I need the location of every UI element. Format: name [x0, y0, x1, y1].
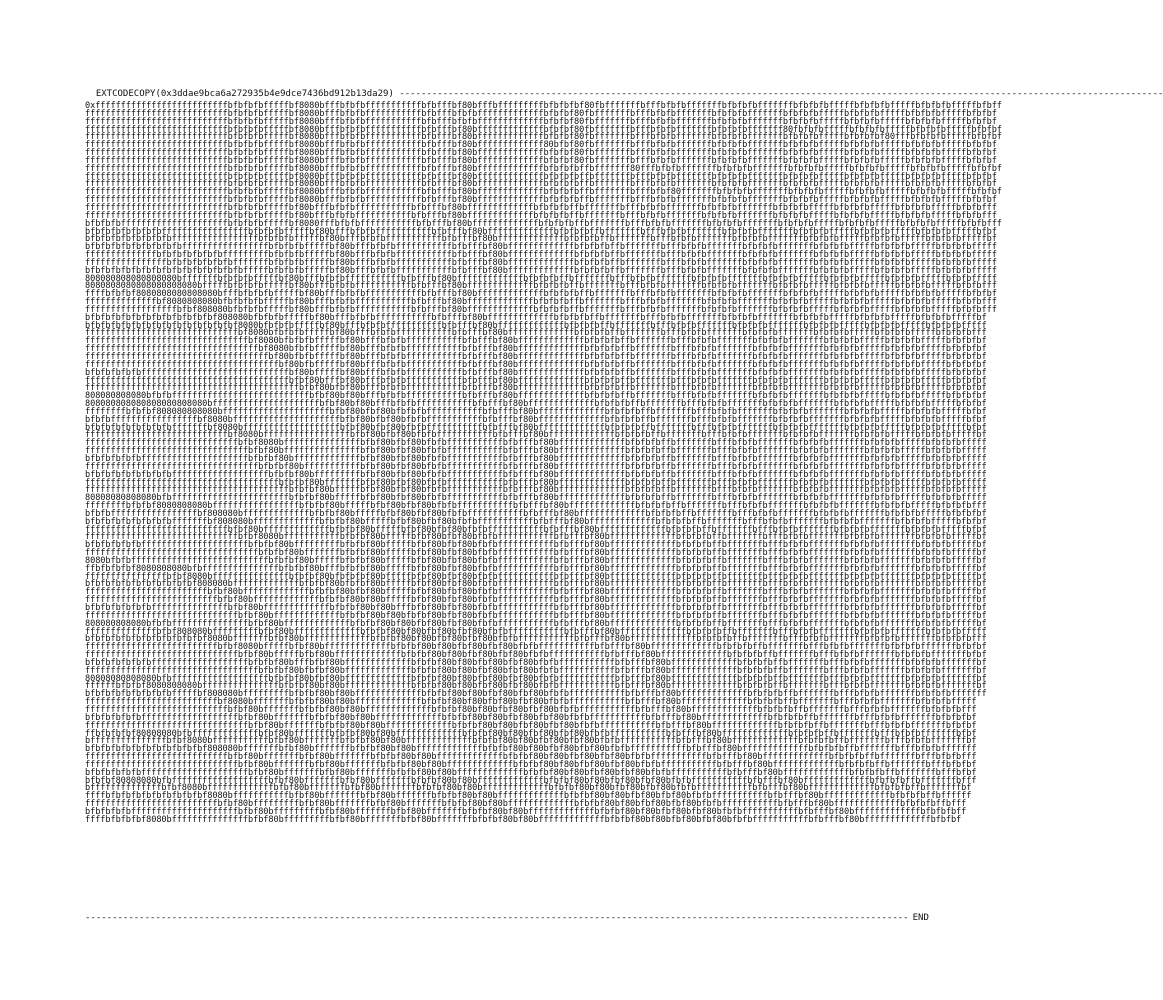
hex-line: 8080bfbfbfffffffffffffffffffffffffffbfbfbf80bfffffbfbfbf80bfffffbfbf80bfbf80bfbfbfffffffffffbfbfffbf80bfffffffffffffbfbfbfbffbfffffffbfffbfbfbfffffffbfbfbfbfffffffbfbfbfbfffffbf: [85, 555, 987, 566]
hex-line: ffffffffffffffffffffffffffffffbfbf80bfffffffffffffbfbfbf80bf80bfbfbf80bfbf80bfbfbfffffffffffbfbfffbf80bfffffffffffffbfbfbfbffbfffffffbfffbfbfbfffffffbfbfbfbfffffffbfbfbfbfffffbf: [85, 610, 987, 621]
hex-line: bfbfbfbfbfbfbfbfbfffffffbf808080bfffffffffffffbfbfbf80bfffffbfbf80bfbf80bfbfbfffffffffffbfbfffbf80bfffffffffffffbfbfbfbffbfffffffbfffbfbfbfffffffbfbfbfbfffffffbfbfbfbfffffbfbfbf: [85, 516, 987, 527]
hex-line: 80808080808080bfbfffffffffffffffffffffffbfbfbf80bfffffbfbf80bfbf80bfbfbfffffffffffbfbfffbf80bfffffffffffffbfbfbfbffbfffffffbfffbfbfbfffffffbfbfbfbfffffffbfbfbfbfffffbfbfbfbfffff: [85, 493, 987, 504]
hex-line: ffffffffffffffffffffffffffffbfbfbfbfffffbf8080bfffbfbfbfffffffffffbfbfffbf80bfffffffffffffbfbfbf80fbfffffffbfffbfbfbfffffffbfbfbfbfffffffbfbfbfbfffffbfbfbfbfffffbfbfbfbfffffbfbfbf: [85, 148, 997, 159]
hex-line: 80808080808080bfbfffffffffffffffffffbfbfbf80bfbf80bfffffffffffffbfbfbf80bf80bfbf80bfbf80bfbfbfffffffffffbfbfffbf80bfffffffffffffbfbfbfbffbfffffffbfffbfbfbfffffffbfbfbfbfffffffbf: [85, 673, 987, 684]
hex-line: ffffffffffffffbf8080808080bfbfbfbfbfffffbf80bfffbfbfbfffffffffffbfbfffbf80bfffffffffffffbfbfbfbffbfffffffbfffbfbfbfffffffbfbfbfbfffffffbfbfbfbfffffbfbfbfbfffffbfbfbfbfffffbfbfbfff: [85, 297, 997, 308]
hex-line: bfbfbfbfbfbfffffffffffffffffffffbfbfbf80bfffffffffffffbfbf80bfbf80bfbfbfffffffffffbfbfffbf80bfffffffffffffbfbfbfbffbfffffffbfffbfbfbfffffffbfbfbfbfffffffbfbfbfbfffffbfbfbfbfffff: [85, 453, 987, 464]
hex-line: bfbfbfbfbfbfbfbfbfbfbf808080bfffffffffffffbfbfbf80bfbfbf80bfffffbfbf80bfbf80bfbfbfffffffffffbfbfffbf80bfffffffffffffbfbfbfbffbfffffffbfffbfbfbfffffffbfbfbfbfffffffbfbfbfbfffffbf: [85, 579, 987, 590]
hex-line: ffffffffffffffffffffffffffffbfbfbfbfffffbf8080bfffbfbfbfffffffffffbfbfffbf80bfffffffffffffbfbfbf80fbfffffffbfffbfbfbfffffffbfbfbfbfffffff80fbfbfbfffffbfbfbfbfffffbfbfbfbfffffbfbfbf: [85, 124, 1002, 135]
hex-line: ffffffffffffffffffbfbf808080bfbfbfbfffffbf80bfffbfbfbfffffffffffbfbfffbf80bfffffffffffffbfbfbfbffbfffffffbfffbfbfbfffffffbfbfbfbfffffffbfbfbfbfffffbfbfbfbfffffbfbfbfbfffffbfbfbfff: [85, 304, 997, 315]
hex-line: ffffbfbfbfbf8080bfffffffffffffffbfbf80bfffffffffbfbf80bfffffffbfbf80bfffffffbfbfbf80bf80bfffffffffffffbfbfbf80bf80bfbf80bfbf80bfbfbfffffffffffbfbfffbf80bfffffffffffffbfbfbf: [85, 814, 962, 825]
hex-line: ffffffffffffffffbfbfbfbfbfbfbfffffffbfbfbfbfffffbf80bfffbfbfbfffffffffffbfbfffbf80bfffffffffffffbfbfbfbffbfffffffbfffbfbfbfffffffbfbfbfbfffffffbfbfbfbfffffbfbfbfbfffffbfbfbfbfffff: [85, 257, 997, 268]
hex-line: ffffffffffffffffffffffffffffffbfbf80bfffffffbfbf80bfffffffbfbfbf80bf80bfffffffffffffbfbfbf80bf80bfbf80bfbf80bfbfbfffffffffffbfbfffbf80bfffffffffffffbfbfbfbffbfffffffbfffbfbfbf: [85, 759, 977, 770]
hex-line: ffffffffffffffffffffffffffffffffffbfbfbf80bfbfbf80bfffffffffffffbfbfbf80bf80bfbf80bfbf80bfbfbfffffffffffbfbfffbf80bfffffffffffffbfbfbfbffbfffffffbfffbfbfbfffffffbfbfbfbfffffffbf: [85, 665, 987, 676]
hex-line: bfbfbfffffffffffffffffbf808080bfffffffffffffbfbfbf80bfffffbfbf80bfbf80bfbfbfffffffffffbfbfffbf80bfffffffffffffbfbfbfbffbfffffffbfffbfbfbfffffffbfbfbfbfffffffbfbfbfbfffffbfbfbfbf: [85, 508, 987, 519]
hex-line: bfbfbfbfbfbfffffffffffffffffffbfbf80bfffffffbfbfbf80bf80bfffffffffffffbfbfbf80bf80bfbf80bfbf80bfbfbfffffffffffbfbfffbf80bfffffffffffffbfbfbfbffbfffffffbfffbfbfbfffffffbfbfbfbf: [85, 712, 977, 723]
hex-line: ffffffffffffffffffffffffbfbf80bfffffffffffffbfbfbf80bfbf80bfffffbfbf80bfbf80bfbfbfffffffffffbfbfffbf80bfffffffffffffbfbfbfbffbfffffffbfffbfbfbfffffffbfbfbfbfffffffbfbfbfbfffffbf: [85, 587, 987, 598]
hex-line: ffffffffffffffffbfbf8080bfffffffffffffffbfbfbf80bfbfbfbf80bfffffbfbf80bfbf80bfbfbfffffffffffbfbfffbf80bfffffffffffffbfbfbfbffbfffffffbfffbfbfbfffffffbfbfbfbfffffffbfbfbfbfffffbf: [85, 571, 987, 582]
hex-line: ffffffffffffffffffffffffffffbfbfbfbfffffbf8080bfffbfbfbfffffffffffbfbfffbf80bfffffffffffffbfbfbfbffbfffffffbfffbfbfbfffffffbfbfbfbfffffffbfbfbfbfffffbfbfbfbfffffbfbfbfbfffffbfbfbf: [85, 179, 997, 190]
hex-line: bfbfbfbfbfbfbfffffffffffffffbfbf80bfffffffffffffbfbfbf80bf80bfffbfbf80bfbf80bfbfbfffffffffffbfbfffbf80bfffffffffffffbfbfbfbffbfffffffbfffbfbfbfffffffbfbfbfbfffffffbfbfbfbfffffbf: [85, 603, 987, 613]
hex-line: bfbfbf80808080bfbfffffffffffffffffffbfbf80bfffffffbfbf80bfffffffbfbfbf80bf80bfffffffffffffbfbfbf80bf80bfbf80bfbf80bfbfbfffffffffffbfbfffbf80bfffffffffffffbfbfbfbffbfffffffbfff: [85, 775, 977, 786]
hex-line: ffffffffffffffffffffffffffffbfbf80bfffffffbfbf80bfffffffbfbfbf80bf80bfffffffffffffbfbfbf80bf80bfbf80bfbf80bfbfbfffffffffffbfbfffbf80bfffffffffffffbfbfbfbffbfffffffbfffbfbfbfff: [85, 752, 977, 763]
hex-line: bfbfbfbfffffffffffffffffffffbfbfbfbfffffbf8080fffbfbfbfffffffffffbfbfffbf80bfffffffffffffbfbfbfbffbfffffffbfffbfbfbfffffffbfbfbfbfffffffbfbfbfbfffffbfbfbfbfffffbfbfbfbfffffbfbfbfff: [85, 218, 1002, 229]
hex-line: bfbfbfbfbfbfbfbfbfbfbfbf8080bfffffffbfbf80bfffffffffffffbfbfbf80bf80bfbf80bfbf80bfbfbfffffffffffbfbfffbf80bfffffffffffffbfbfbfbffbfffffffbfffbfbfbfffffffbfbfbfbfffffffbfbfbfbfff: [85, 634, 987, 645]
hex-line: ffffffffffffffffffffffffffffbfbfbfbfffffbf8080bfffbfbfbfffffffffffbfbfffbfbfbfffffffffffffbfbfbf80fbfffffffbfffbfbfbfffffffbfbfbfbfffffffbfbfbfbfffffbfbfbfbfffffbfbfbfbfffffbfbfbf: [85, 108, 997, 119]
hex-line: ffffffffffffffffffffffffffffffbf8080bfbfbfbfffffbf80bfffbfbfbfffffffffffbfbfffbf80bfffffffffffffbfbfbfbffbfffffffbfffbfbfbfffffffbfbfbfbfffffffbfbfbfbfffffbfbfbfbfffffbfbfbfbfff: [85, 328, 987, 339]
hex-line: bfbfbfbfbfbfbfbfffffffffffffffffbfbfbfbfffffbf80bfffbfbfbfffffffffffbfbfffbf80bfffffffffffffbfbfbfbffbfffffffbfffbfbfbfffffffbfbfbfbfffffffbfbfbfbfffffbfbfbfbfffffbfbfbfbfffffbfbf: [85, 226, 997, 237]
hex-line: ffffffffffffffffffffffffffffffbfbf8080bfffffffffffffffbfbf80bfbf80bfbfbfffffffffffbfbfffbf80bfffffffffffffbfbfbfbffbfffffffbfffbfbfbfffffffbfbfbfbfffffffbfbfbfbfffffbfbfbfbfffff: [85, 438, 987, 449]
hex-line: ffffffbfbfbf8080808080bfffffffffffffffbfbfbf80bf80bfffffffffffffbfbfbf80bf80bfbf80bfbf80bfbfbfffffffffffbfbfffbf80bfffffffffffffbfbfbfbffbfffffffbfffbfbfbfffffffbfbfbfbfffffffbf: [85, 681, 987, 692]
opcode-title: EXTCODECOPY(0x3ddae9bca6a272935b4e9dce7436bd912b13da29): [95, 89, 394, 99]
hex-line: ffffffffffffffffffffffffffbfbf80bfffffffffffffbfbfbf80bf80bfffffbfbf80bfbf80bfbfbfffffffffffbfbfffbf80bfffffffffffffbfbfbfbffbfffffffbfffbfbfbfffffffbfbfbfbfffffffbfbfbfbfffffbf: [85, 595, 987, 606]
hex-line: ffffffffffffffffffffffffffffffffffffbf80bfbfbfffffbf80bfffbfbfbfffffffffffbfbfffbf80bfffffffffffffbfbfbfbffbfffffffbfffbfbfbfffffffbfbfbfbfffffffbfbfbfbfffffbfbfbfbfffffbfbfbfbf: [85, 352, 987, 362]
hex-line: ffffffffffffffffffffffffffffbfbfbfbfffffbf8080bfffbfbfbfffffffffffbfbfffbfbfbfffffffffffffbfbfbf80fbfffffffbfffbfbfbfffffffbfbfbfbfffffffbfbfbfbfffffbfbfbfbfffffbfbfbfbfffffbfbfbf: [85, 116, 997, 127]
hex-line: 808080808080808080808080bfffffffffffffffffffffbfbf80bf80bfffbfbfbfffffffffffbfbfffbf80bfffffffffffffbfbfbfbffbfffffffbfffbfbfbfffffffbfbfbfbfffffffbfbfbfbfffffbfbfbfbfffffbfbfbf: [85, 399, 987, 410]
hex-line: ffffffffffffffffffffffffffffffffffffffffffbfbf80bfbf80bfffbfbfbfffffffffffbfbfffbf80bfffffffffffffbfbfbfbffbfffffffbfffbfbfbfffffffbfbfbfbfffffffbfbfbfbfffffbfbfbfbfffffbfbfbfbf: [85, 383, 987, 394]
hex-line: ffffffffffffffffffffffffffffbfbfbfbfffffbf8080bfffbfbfbfffffffffffbfbfffbf80bfffffffffffffbfbfbfbffbfffffff80fffbfbfbfffffffbfbfbfbfffffffbfbfbfbfffffbfbfbfbfffffbfbfbfbfffffbfbfbf: [85, 163, 1002, 174]
hex-line: ffffbfbfbfbfbfbfbfbfbfbf8080bfffffffffffbfbf80bfffffffbfbf80bfffffffbfbfbf80bf80bfffffffffffffbfbfbf80bf80bfbf80bfbf80bfbfbfffffffffffbfbfffbf80bfffffffffffffbfbfbfbffbffffff: [85, 791, 972, 802]
hex-line: ffffffffffffffffffffffffffffffffffffffffbfbf80bfffbf80bfffbfbfbfffffffffffbfbfffbf80bfffffffffffffbfbfbfbffbfffffffbfffbfbfbfffffffbfbfbfbfffffffbfbfbfbfffffbfbfbfbfffffbfbfbfbf: [85, 375, 987, 386]
hex-line: ffffbfbfbf8080808080808080bfffbfbfbfbfffffbf80bfffbfbfbfffffffffffbfbfffbf80bfffffffffffffbfbfbfbffbfffffffbfffbfbfbfffffffbfbfbfbfffffffbfbfbfbfffffbfbfbfbfffffbfbfbfbfffffbfbfbf: [85, 289, 997, 300]
hex-line: 8080808080808080808080bfffffbfbfbfbfffffbf80bfffbfbfbfffffffffffbfbfffbf80bfffffffffffffbfbfbfbffbfffffffbfffbfbfbfffffffbfbfbfbfffffffbfbfbfbfffffbfbfbfbfffffbfbfbfbfffffbfbfbfff: [85, 281, 997, 292]
hex-line: bfbfbfbfbfbfbfbfbfbfbfbfbf808080bfbfbfbfffffbf80bfffbfbfbfffffffffffbfbfffbf80bfffffffffffffbfbfbfbffbfffffffbfffbfbfbfffffffbfbfbfbfffffffbfbfbfbfffffbfbfbfbfffffbfbfbfbfffffbf: [85, 312, 987, 323]
hex-line: ffffffffffffffffffffffffffffbfbfbfbfffffbf8080bfffbfbfbfffffffffffbfbfffbf80bfffffffffffffbfbfbf80fbfffffffbfffbfbfbfffffffbfbfbfbfffffffbfbfbfbfffffbfbfbfbf80fffbfbfbfbfffffbfbfbf: [85, 132, 1002, 143]
hex-line: ffffffffffffffffffffffffffffbfbf80bfffffffffffffbfbfbf80bfffffbfbf80bfbf80bfbfbfffffffffffbfbfffbf80bfffffffffffffbfbfbfbffbfffffffbfffbfbfbfffffffbfbfbfbfffffffbfbfbfbfffffbfbf: [85, 524, 987, 535]
hex-line: bfffffffffffffffbfbf8080bfffffffffffbfbf80bfffffffbfbfbf80bf80bfffffffffffffbfbfbf80bf80bfbf80bfbf80bfbfbfffffffffffbfbfffbf80bfffffffffffffbfbfbfbffbfffffffbfffbfbfbfffffffbf: [85, 736, 977, 747]
hex-line: bfbfbfbfbfbfbfffffffffffffffffffbfbfbf80bfffbfbf80bfffffffffffffbfbfbf80bf80bfbf80bfbf80bfbfbfffffffffffbfbfffbf80bfffffffffffffbfbfbfbffbfffffffbfffbfbfbfffffffbfbfbfbfffffffbf: [85, 657, 987, 668]
hex-line: ffffffffffffffffffffffffffffbfbfbfbfffffbf80bfffbfbfbfffffffffffbfbfffbf80bfffffffffffffbfbfbfbffbfffffffbfffbfbfbfffffffbfbfbfbfffffffbfbfbfbfffffbfbfbfbfffffbfbfbfbfffffbfbfbfff: [85, 210, 997, 221]
hex-line: ffffffffffffffffffffffffffffbfbfbfbfffffbf8080bfffbfbfbfffffffffffbfbfffbf80bfffffffffffffbfbfbf80fbfffffffbfffbfbfbfffffffbfbfbfbfffffffbfbfbfbfffffbfbfbfbfffffbfbfbfbfffffbfbfbf: [85, 155, 997, 166]
hex-line: bfbfbfbfbfbfbfbfbfffffffffffffffffffbfbfbf80bfffffffffbfbf80bfbf80bfbfbfffffffffffbfbfffbf80bfffffffffffffbfbfbfbffbfffffffbfffbfbfbfffffffbfbfbfbfffffffbfbfbfbfffffbfbfbfbfffff: [85, 469, 987, 480]
hex-line: ffffffffffffffffffffffffffffbf8080bfffffffffffffffffbfbf80bfbf80bfbfbfffffffffffbfbfffbf80bfffffffffffffbfbfbfbffbfffffffbfffbfbfbfffffffbfbfbfbfffffffbfbfbfbfffffbfbfbfbfffffbf: [85, 430, 987, 441]
hex-line: ffffffffffffffffffffffffffffbfbfbfbfffffbf8080bfffbfbfbfffffffffffbfbfffbf80bfffffffffffffbfbfbfbffbfffffffbfffbfbfbfffffffbfbfbfbfffffffbfbfbfbfffffbfbfbfbfffffbfbfbfbfffffbfbfbf: [85, 171, 997, 182]
hex-line: 808080808080bfbfbfffffffffffffffffffffffffffbfbf80bf80bfffbfbfbfffffffffffbfbfffbf80bfffffffffffffbfbfbfbffbfffffffbfffbfbfbfffffffbfbfbfbfffffffbfbfbfbfffffbfbfbfbfffffbfbfbfbf: [85, 391, 987, 402]
bytecode-hex-dump: [85, 101, 1002, 895]
hex-line: ffffffffffffffffffffffffffffbfbfbfbfffffbf80bfffbfbfbfffffffffffbfbfffbf80bfffffffffffffbfbfbfbffbfffffffbfffbfbfbfffffffbfbfbfbfffffffbfbfbfbfffffbfbfbfbfffffbfbfbfbfffffbfbfbfff: [85, 202, 997, 213]
hex-line: bfbfbfbfbfbfffffffffffffffffffffffffffffbf80bfffffbf80bfffbfbfbfffffffffffbfbfffbf80bfffffffffffffbfbfbfbffbfffffffbfffbfbfbfffffffbfbfbfbfffffffbfbfbfbfffffbfbfbfbfffffbfbfbfbf: [85, 367, 987, 378]
hex-line: bffffffffffffffbfbf8080bfffffffffffffbfbf80bfffffffbfbf80bfffffffbfbfbf80bf80bfffffffffffffbfbfbf80bf80bfbf80bfbf80bfbfbfffffffffffbfbfffbf80bfffffffffffffbfbfbfbffbfffffffbf: [85, 783, 972, 794]
footer-divider: --------------------------------------------------------------------------------------------------------------------------------------------------------: [85, 913, 909, 923]
hex-line: ffffffffffffffffffffffffffffbfbfbfbfffffbf8080bfffbfbfbfffffffffffbfbfffbf80bfffffffffffff80bfbf80fbfffffffbfffbfbfbfffffffbfbfbfbfffffffbfbfbfbfffffbfbfbfbfffffbfbfbfbfffffbfbfbf: [85, 140, 997, 151]
hex-line: ffffffffffffffbfbf808080bfffffffffbfbf80bfffffffffffffbfbfbf80bf80bfbf80bfbf80bfbfbfffffffffffbfbfffbf80bfffffffffffffbfbfbfbffbfffffffbfffbfbfbfffffffbfbfbfbfffffffbfbfbfbfffff: [85, 626, 987, 637]
hex-line: bfbfbfbfbfbfffffffffffffffffffffbfbf80bfffffffbfbf80bfffffffbfbfbf80bf80bfffffffffffffbfbfbf80bf80bfbf80bfbf80bfbfbfffffffffffbfbfffbf80bfffffffffffffbfbfbfbffbfffffffbfffbfbf: [85, 767, 977, 778]
hex-line: ffffffffffffffffffffffffffffffbfbf80bfffffbfbf80bfffffffffffffbfbfbf80bf80bfbf80bfbf80bfbfbfffffffffffbfbfffbf80bfffffffffffffbfbfbfbffbfffffffbfffbfbfbfffffffbfbfbfbfffffffbfbf: [85, 650, 987, 661]
hex-line: ffffffffffffffffffffffffffffbfbfbfbfffffbf8080bfffbfbfbfffffffffffbfbfffbf80bfffffffffffffbfbfbfbffbfffffffbfffbfbfbfffffffbfbfbfbfffffffbfbfbfbfffffbfbfbfbfffffbfbfbfbfffffbfbfbf: [85, 195, 997, 206]
hex-line: ffbfbfbfbf8080808080bfbfffffffffffffffbfbfbf80bfffbfbfbf80bfffffbfbf80bfbf80bfbfbfffffffffffbfbfffbf80bfffffffffffffbfbfbfbffbfffffffbfffbfbfbfffffffbfbfbfbfffffffbfbfbfbfffffbf: [85, 563, 987, 574]
hex-line: bfbfbfbfbfbfbfbfbfbfbfbf808080bfffffffbfbf80bfffffffbfbfbf80bf80bfffffffffffffbfbfbf80bf80bfbf80bfbf80bfbfbfffffffffffbfbfffbf80bfffffffffffffbfbfbfbffbfffffffbfffbfbfbfffffff: [85, 744, 977, 755]
hex-line: ffffffffffffffffffffffffffbfbf80bfffffffffbfbf80bfffffffbfbf80bfffffffbfbfbf80bf80bfffffffffffffbfbfbf80bf80bfbf80bfbf80bfbfbfffffffffffbfbfffbf80bfffffffffffffbfbfbfbffbfff: [85, 799, 967, 810]
hex-line: ffffffffffffffffffffffffffffffffbf8080bfbfbfbfffffbf80bfffbfbfbfffffffffffbfbfffbf80bfffffffffffffbfbfbfbffbfffffffbfffbfbfbfffffffbfbfbfbfffffffbfbfbfbfffffbfbfbfbfffffbfbfbfbf: [85, 336, 987, 347]
hex-line: bfbfbfffffffffffffffffbf8080bfffffffffffffffffffffbfbf80bfbf80bfbfbfffffffffffbfbfffbf80bfffffffffffffbfbfbfbffbfffffffbfffbfbfbfffffffbfbfbfbfffffffbfbfbfbfffffbfbfbfbfffffbfbf: [85, 414, 987, 425]
header-line: [85, 76, 1163, 99]
header-divider: ---------------------------------------------------------------------------------------------------------------------------------------------: [393, 89, 1163, 99]
hex-line: ffffffffffffffffffffffffffffffffffffffbf80bfbfffffbf80bfffbfbfbfffffffffffbfbfffbf80bfffffffffffffbfbfbfbffbfffffffbfffbfbfbfffffffbfbfbfbfffffffbfbfbfbfffffbfbfbfbfffffbfbfbfbf: [85, 359, 987, 370]
hex-line: ffffffffffffffffffffffffffffbfbfbfbfffffbf8080bfffbfbfbfffffffffffbfbfffbf80bfffffffffffffbfbfbfbffbfffffffbfffbfbf80fffffffbfbfbfbfffffffbfbfbfbfffffbfbfbfbfffffbfbfbfbfffffbfbfbf: [85, 187, 1002, 198]
hex-line: ffffffffffffffffffffffffffbf8080bfffffffbfbfbf80bf80bfffffffffffffbfbfbf80bf80bfbf80bfbf80bfbfbfffffffffffbfbfffbf80bfffffffffffffbfbfbfbffbfffffffbfffbfbfbfffffffbfbfbfbfffff: [85, 697, 977, 708]
hex-line: ffffffffffffffffffffffffffffffffffffffbfbfbf80bfffffffbfbf80bfbf80bfbfbfffffffffffbfbfffbf80bfffffffffffffbfbfbfbffbfffffffbfffbfbfbfffffffbfbfbfbfffffffbfbfbfbfffffbfbfbfbfffff: [85, 477, 987, 488]
hex-line: ffffffffbfbfbf808080808080bfffffffffffffffffffffbfbf80bfbf80bfbfbfbfffffffffffbfbfffbf80bfffffffffffffbfbfbfbffbfffffffbfffbfbfbfffffffbfbfbfbfffffffbfbfbfbfffffbfbfbfbfffffbfbf: [85, 406, 987, 417]
hex-line: ffffffffffffffffffffffffffffffffffffffffbfbfbf80bfffffbfbf80bfbf80bfbfbfffffffffffbfbfffbf80bfffffffffffffbfbfbfbffbfffffffbfffbfbfbfffffffbfbfbfbfffffffbfbfbfbfffffbfbfbfbfffff: [85, 485, 987, 496]
hex-line: bfbfbfbfbfbfbfbfbfffffffbf8080bfffffffffffffffffffbfbf80bfbf80bfbfbfffffffffffbfbfffbf80bfffffffffffffbfbfbfbffbfffffffbfffbfbfbfffffffbfbfbfbfffffffbfbfbfbfffffbfbfbfbfffffbfbf: [85, 422, 987, 433]
hex-line: bfbfbfbfbfbfbfbfbfbfffffffffffffffffbfbfbfbfffffbf80bfffbfbfbfffffffffffbfbfffbf80bfffffffffffffbfbfbfbffbfffffffbfffbfbfbfffffffbfbfbfbfffffffbfbfbfbfffffbfbfbfbfffffbfbfbfbfffff: [85, 242, 997, 253]
hex-line: bfbfbfbfbfbfbfbfbfbfbfbfbfbfbfbfffffbfbfbfbfffffbf80bfffbfbfbfffffffffffbfbfffbf80bfffffffffffffbfbfbfbffbfffffffbfffbfbfbfffffffbfbfbfbfffffffbfbfbfbfffffbfbfbfbfffffbfbfbfbfffff: [85, 265, 997, 276]
end-marker: END: [912, 913, 929, 923]
hex-line: bfbfbfbfbfbfbfbfbfffffffffffffffffbfbfbfbfffffbf80bfffbfbfbfffffffffffbfbfffbf80bfffffffffffffbfbfbfbffbfffffffbfffbfbfbfffffffbfbfbfbfffffffbfbfbfbfffffbfbfbfbfffffbfbfbfbfffffbf: [85, 234, 997, 245]
hex-line: ffffffffffffffffffffffffffbfbf8080bfffffbfbf80bfffffffffffffbfbfbf80bf80bfbf80bfbf80bfbfbfffffffffffbfbfffbf80bfffffffffffffbfbfbfbffbfffffffbfffbfbfbfffffffbfbfbfbfffffffbfbfbf: [85, 642, 987, 653]
hex-line: bfbfbfbfbfbfbfbfbfffffbf808080bfffffffffbfbfbf80bf80bfffffffffffffbfbfbf80bf80bfbf80bfbf80bfbfbfffffffffffbfbfffbf80bfffffffffffffbfbfbfbffbfffffffbfffbfbfbfffffffbfbfbfbfffffff: [85, 689, 987, 700]
hex-line: 0xffffffffffffffffffffffffffbfbfbfbfffffbf8080bfffbfbfbfffffffffffbfbfffbf80bfffbfffffffffbfbfbfbf80fbfffffffbfffbfbfbfffffffbfbfbfbfffffffbfbfbfbfffffbfbfbfbfffffbfbfbfbfffffbfbff: [85, 101, 1002, 111]
hex-line: ffffffffffffffffffffffffffffffffffbfbfbf80bfffffffbfbfbf80bfffffbfbf80bfbf80bfbfbfffffffffffbfbfffbf80bfffffffffffffbfbfbfbffbfffffffbfffbfbfbfffffffbfbfbfbfffffffbfbfbfbfffffbf: [85, 548, 987, 559]
hex-line: bfbfbfbfbfbfffffffffffffffffffffbfbfbf80bfffffffffbfbfbf80bfffffbfbf80bfbf80bfbfbfffffffffffbfbfffbf80bfffffffffffffbfbfbfbffbfffffffbfffbfbfbfffffffbfbfbfbfffffffbfbfbfbfffffbf: [85, 540, 987, 551]
hex-line: ffffffffffffffbfbfbfbfbfbfbfffffffffbfbfbfbfffffbf80bfffbfbfbfffffffffffbfbfffbf80bfffffffffffffbfbfbfbffbfffffffbfffbfbfbfffffffbfbfbfbfffffffbfbfbfbfffffbfbfbfbfffffbfbfbfbfffff: [85, 250, 997, 261]
hex-line: ffffffffffffffffffffffffffffffffbfbf80bfffffffbfbfbf80bf80bfffffffffffffbfbfbf80bf80bfbf80bfbf80bfbfbfffffffffffbfbfffbf80bfffffffffffffbfbfbfbffbfffffffbfffbfbfbfffffffbfbfbf: [85, 720, 977, 731]
hex-line: ffffffffffffffffffffffffffffbfbf80bfffffffbfbfbf80bf80bfffffffffffffbfbfbf80bf80bfbf80bfbf80bfbfbfffffffffffbfbfffbf80bfffffffffffffbfbfbfbffbfffffffbfffbfbfbfffffffbfbfbfbfff: [85, 704, 977, 715]
hex-line: ffffffffffffffffffffffffffffffbfbf8080bfffffffffffbfbfbf80bfffffbfbf80bfbf80bfbfbfffffffffffbfbfffbf80bfffffffffffffbfbfbfbffbfffffffbfffbfbfbfffffffbfbfbfbfffffffbfbfbfbfffffbf: [85, 532, 987, 543]
hex-line: ffffffffffffffffffffffffffffffffffbf8080bfbfbfffffbf80bfffbfbfbfffffffffffbfbfffbf80bfffffffffffffbfbfbfbffbfffffffbfffbfbfbfffffffbfbfbfbfffffffbfbfbfbfffffbfbfbfbfffffbfbfbfbf: [85, 344, 987, 355]
footer-line: [85, 912, 929, 924]
hex-line: ffffffffffffffffffffffffffffffffbfbf80bfffffffffffffffbfbf80bfbf80bfbfbfffffffffffbfbfffbf80bfffffffffffffbfbfbfbffbfffffffbfffbfbfbfffffffbfbfbfbfffffffbfbfbfbfffffbfbfbfbfffff: [85, 446, 987, 457]
hex-line: ffffffffffffffffffffffffffffffffffbfbfbf80bfffffffffffbfbf80bfbf80bfbfbfffffffffffbfbfffbf80bfffffffffffffbfbfbfbffbfffffffbfffbfbfbfffffffbfbfbfbfffffffbfbfbfbfffffbfbfbfbfffff: [85, 461, 987, 472]
hex-line: ffbfbfbfbf80808080bfbfffffffffffffbfbf80bfffffffbfbfbf80bf80bfffffffffffffbfbfbf80bf80bfbf80bfbf80bfbfbfffffffffffbfbfffbf80bfffffffffffffbfbfbfbffbfffffffbfffbfbfbfffffffbfbf: [85, 728, 977, 739]
hex-line: ffffffffbfbfbf8080808080bfffffffffffffffffbfbfbf80bfffffbfbf80bfbf80bfbfbfffffffffffbfbfffbf80bfffffffffffffbfbfbfbffbfffffffbfffbfbfbfffffffbfbfbfbfffffffbfbfbfbfffffbfbfbfbfff: [85, 501, 987, 512]
hex-line: 808080808080bfbfbfffffffffffffffbfbf80bfffffffffffffbfbfbf80bf80bfbf80bfbf80bfbfbfffffffffffbfbfffbf80bfffffffffffffbfbfbfbffbfffffffbfffbfbfbfffffffbfbfbfbfffffffbfbfbfbfffffbf: [85, 618, 987, 629]
hex-line: 808080808080808080bfffffffbfbfbfbfffffbf80bfffbfbfbfffffffffffbfbfffbf80bfffffffffffffbfbfbfbffbfffffffbfffbfbfbfffffffbfbfbfbfffffffbfbfbfbfffffbfbfbfbfffffbfbfbfbfffffbfbfbfffff: [85, 273, 997, 284]
hex-line: bfbfbfbfbfffffffffffffffffffffbfbf80bfffffffffbfbf80bfffffffbfbf80bfffffffbfbfbf80bf80bfffffffffffffbfbfbf80bf80bfbf80bfbf80bfbfbfffffffffffbfbfffbf80bfffffffffffffbfbfbfbff: [85, 806, 967, 817]
hex-line: bfbfbfbfbfbfbfbfbfbfbfbfbfbfbf8080bfbfbfbfffffbf80bfffbfbfbfffffffffffbfbfffbf80bfffffffffffffbfbfbfbffbfffffffbfffbfbfbfffffffbfbfbfbfffffffbfbfbfbfffffbfbfbfbfffffbfbfbfbfffff: [85, 320, 987, 331]
